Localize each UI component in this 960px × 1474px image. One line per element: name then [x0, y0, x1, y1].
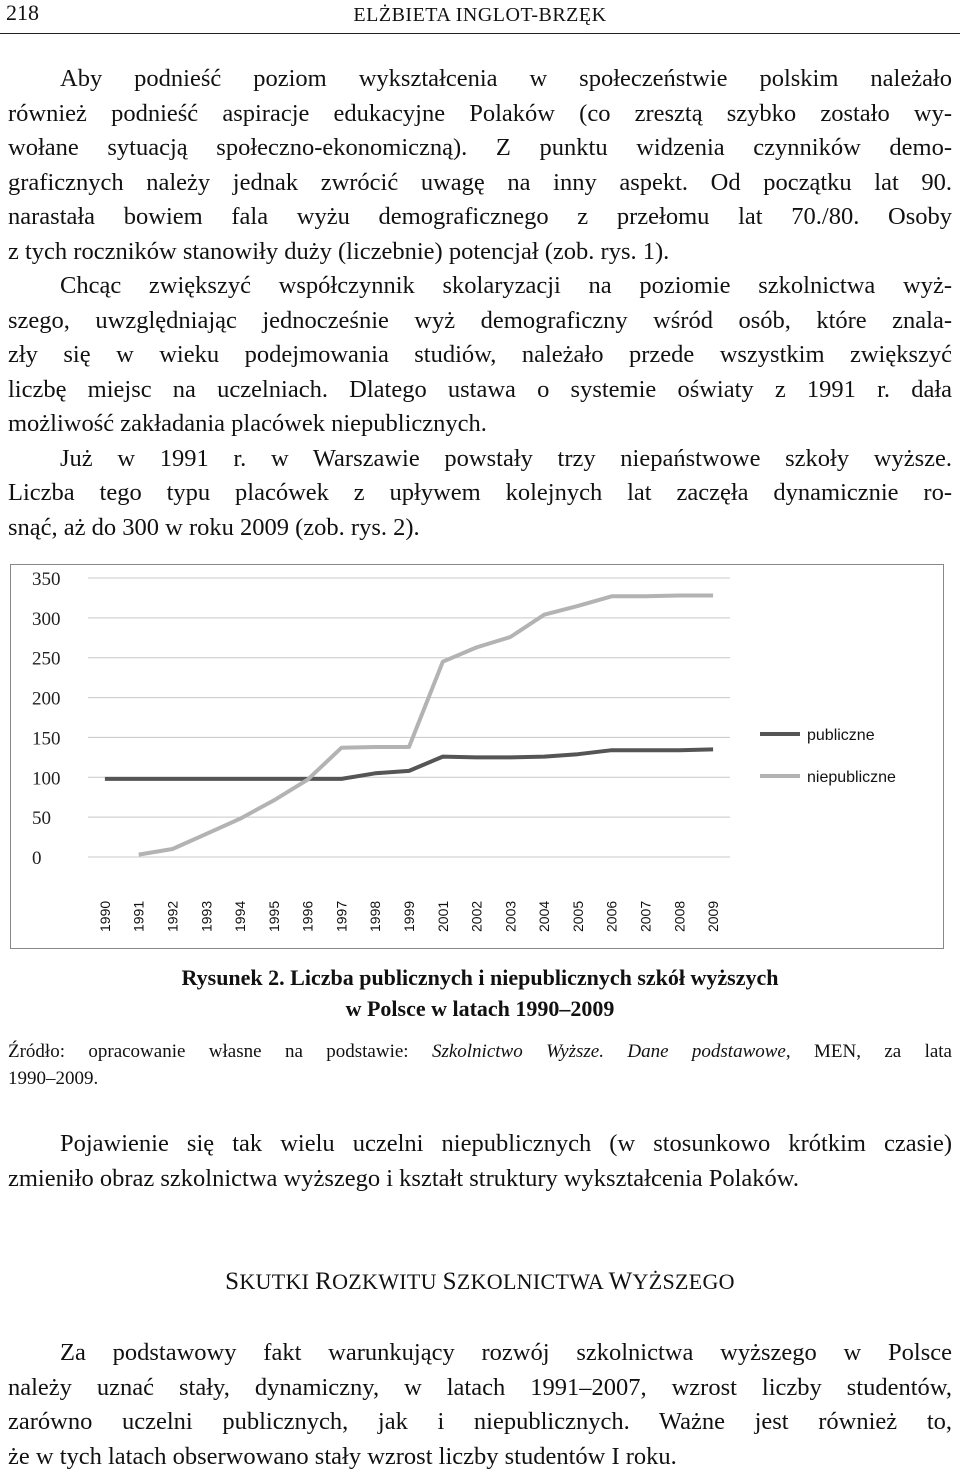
heading-initial: S [225, 1268, 239, 1295]
x-tick-label: 2002 [469, 901, 485, 932]
figure-caption [0, 962, 960, 1024]
x-tick-label: 2009 [705, 901, 721, 932]
x-tick-label: 1995 [266, 901, 282, 932]
line-chart-svg [10, 564, 944, 949]
text-line: że w tych latach obserwowano stały wzrost liczby studentów I roku. [8, 1440, 952, 1474]
y-tick-label: 350 [32, 569, 61, 590]
text-line: Chcąc zwiększyć współczynnik skolaryzacji na poziomie szkolnictwa wyż- [8, 269, 952, 304]
y-tick-label: 50 [32, 808, 51, 829]
text-line: szego, uwzględniając jednocześnie wyż demograficzny wśród osób, które znala- [8, 304, 952, 339]
text-line: liczbę miejsc na uczelniach. Dlatego ustawa o systemie oświaty z 1991 r. dała [8, 373, 952, 408]
page-header [0, 0, 960, 34]
y-tick-label: 100 [32, 768, 61, 789]
figure-caption-line-1: Rysunek 2. Liczba publicznych i niepublicznych szkół wyższych [0, 962, 960, 993]
text-line: możliwość zakładania placówek niepublicznych. [8, 407, 952, 442]
line-chart [10, 564, 944, 949]
series-line-1 [139, 596, 713, 855]
y-tick-label: 250 [32, 649, 61, 670]
text-line: zarówno uczelni publicznych, jak i niepublicznych. Ważne jest również to, [8, 1405, 952, 1440]
x-tick-label: 1991 [131, 901, 147, 932]
text-line: wołane sytuacją społeczno-ekonomiczną). Z punktu widzenia czynników demo- [8, 131, 952, 166]
series-line-0 [105, 749, 713, 779]
x-tick-label: 2003 [502, 901, 518, 932]
text-line: z tych roczników stanowiły duży (liczebnie) potencjał (zob. rys. 1). [8, 235, 952, 270]
x-tick-label: 1990 [97, 901, 113, 932]
heading-initial: W [609, 1268, 633, 1295]
header-rule [0, 33, 960, 34]
source-note-line-1 [8, 1038, 952, 1065]
x-tick-label: 2001 [435, 901, 451, 932]
source-note-line-2: 1990–2009. [8, 1065, 952, 1092]
x-tick-label: 2005 [570, 901, 586, 932]
page-number: 218 [6, 0, 39, 26]
heading-initial: R [315, 1268, 332, 1295]
x-tick-label: 1997 [333, 901, 349, 932]
source-prefix: Źródło: opracowanie własne na podstawie: [8, 1041, 432, 1062]
text-line: Liczba tego typu placówek z upływem kolejnych lat zaczęła dynamicznie ro- [8, 476, 952, 511]
x-tick-label: 2007 [638, 901, 654, 932]
y-tick-label: 150 [32, 728, 61, 749]
y-tick-label: 200 [32, 689, 61, 710]
x-tick-label: 1993 [198, 901, 214, 932]
y-tick-label: 300 [32, 609, 61, 630]
figure-caption-line-2: w Polsce w latach 1990–2009 [0, 993, 960, 1024]
text-line: Już w 1991 r. w Warszawie powstały trzy niepaństwowe szkoły wyższe. [8, 442, 952, 477]
x-tick-label: 1994 [232, 901, 248, 932]
y-tick-label: 0 [32, 848, 42, 869]
source-suffix: , MEN, za lata [786, 1041, 952, 1062]
text-line: należy uznać stały, dynamiczny, w latach 1991–2007, wzrost liczby studentów, [8, 1371, 952, 1406]
x-tick-label: 1992 [164, 901, 180, 932]
text-line: zły się w wieku podejmowania studiów, należało przede wszystkim zwiększyć [8, 338, 952, 373]
paragraph-1 [8, 62, 952, 545]
source-title: Szkolnictwo Wyższe. Dane podstawowe [432, 1041, 786, 1062]
text-line: zmieniło obraz szkolnictwa wyższego i kształt struktury wykształcenia Polaków. [8, 1162, 952, 1197]
text-line: Pojawienie się tak wielu uczelni niepublicznych (w stosunkowo krótkim czasie) [8, 1127, 952, 1162]
paragraph-2 [8, 1127, 952, 1196]
x-tick-label: 1998 [367, 901, 383, 932]
x-tick-label: 1996 [300, 901, 316, 932]
text-line: Za podstawowy fakt warunkujący rozwój szkolnictwa wyższego w Polsce [8, 1336, 952, 1371]
text-line: narastała bowiem fala wyżu demograficznego z przełomu lat 70./80. Osoby [8, 200, 952, 235]
text-line: również podnieść aspiracje edukacyjne Polaków (co zresztą szybko zostało wy- [8, 97, 952, 132]
legend-label: publiczne [807, 727, 875, 744]
section-heading-text: SKUTKI ROZKWITU SZKOLNICTWA WYŻSZEGO [225, 1269, 735, 1294]
text-line: Aby podnieść poziom wykształcenia w społeczeństwie polskim należało [8, 62, 952, 97]
x-tick-label: 2004 [536, 901, 552, 932]
section-heading [0, 1268, 960, 1296]
source-note [8, 1038, 952, 1092]
text-line: graficznych należy jednak zwrócić uwagę na inny aspekt. Od początku lat 90. [8, 166, 952, 201]
paragraph-3 [8, 1336, 952, 1474]
legend-label: niepubliczne [807, 769, 896, 786]
running-head-author: ELŻBIETA INGLOT-BRZĘK [0, 4, 960, 27]
x-tick-label: 1999 [401, 901, 417, 932]
x-tick-label: 2006 [604, 901, 620, 932]
heading-initial: S [443, 1268, 457, 1295]
text-line: snąć, aż do 300 w roku 2009 (zob. rys. 2). [8, 511, 952, 546]
x-tick-label: 2008 [671, 901, 687, 932]
